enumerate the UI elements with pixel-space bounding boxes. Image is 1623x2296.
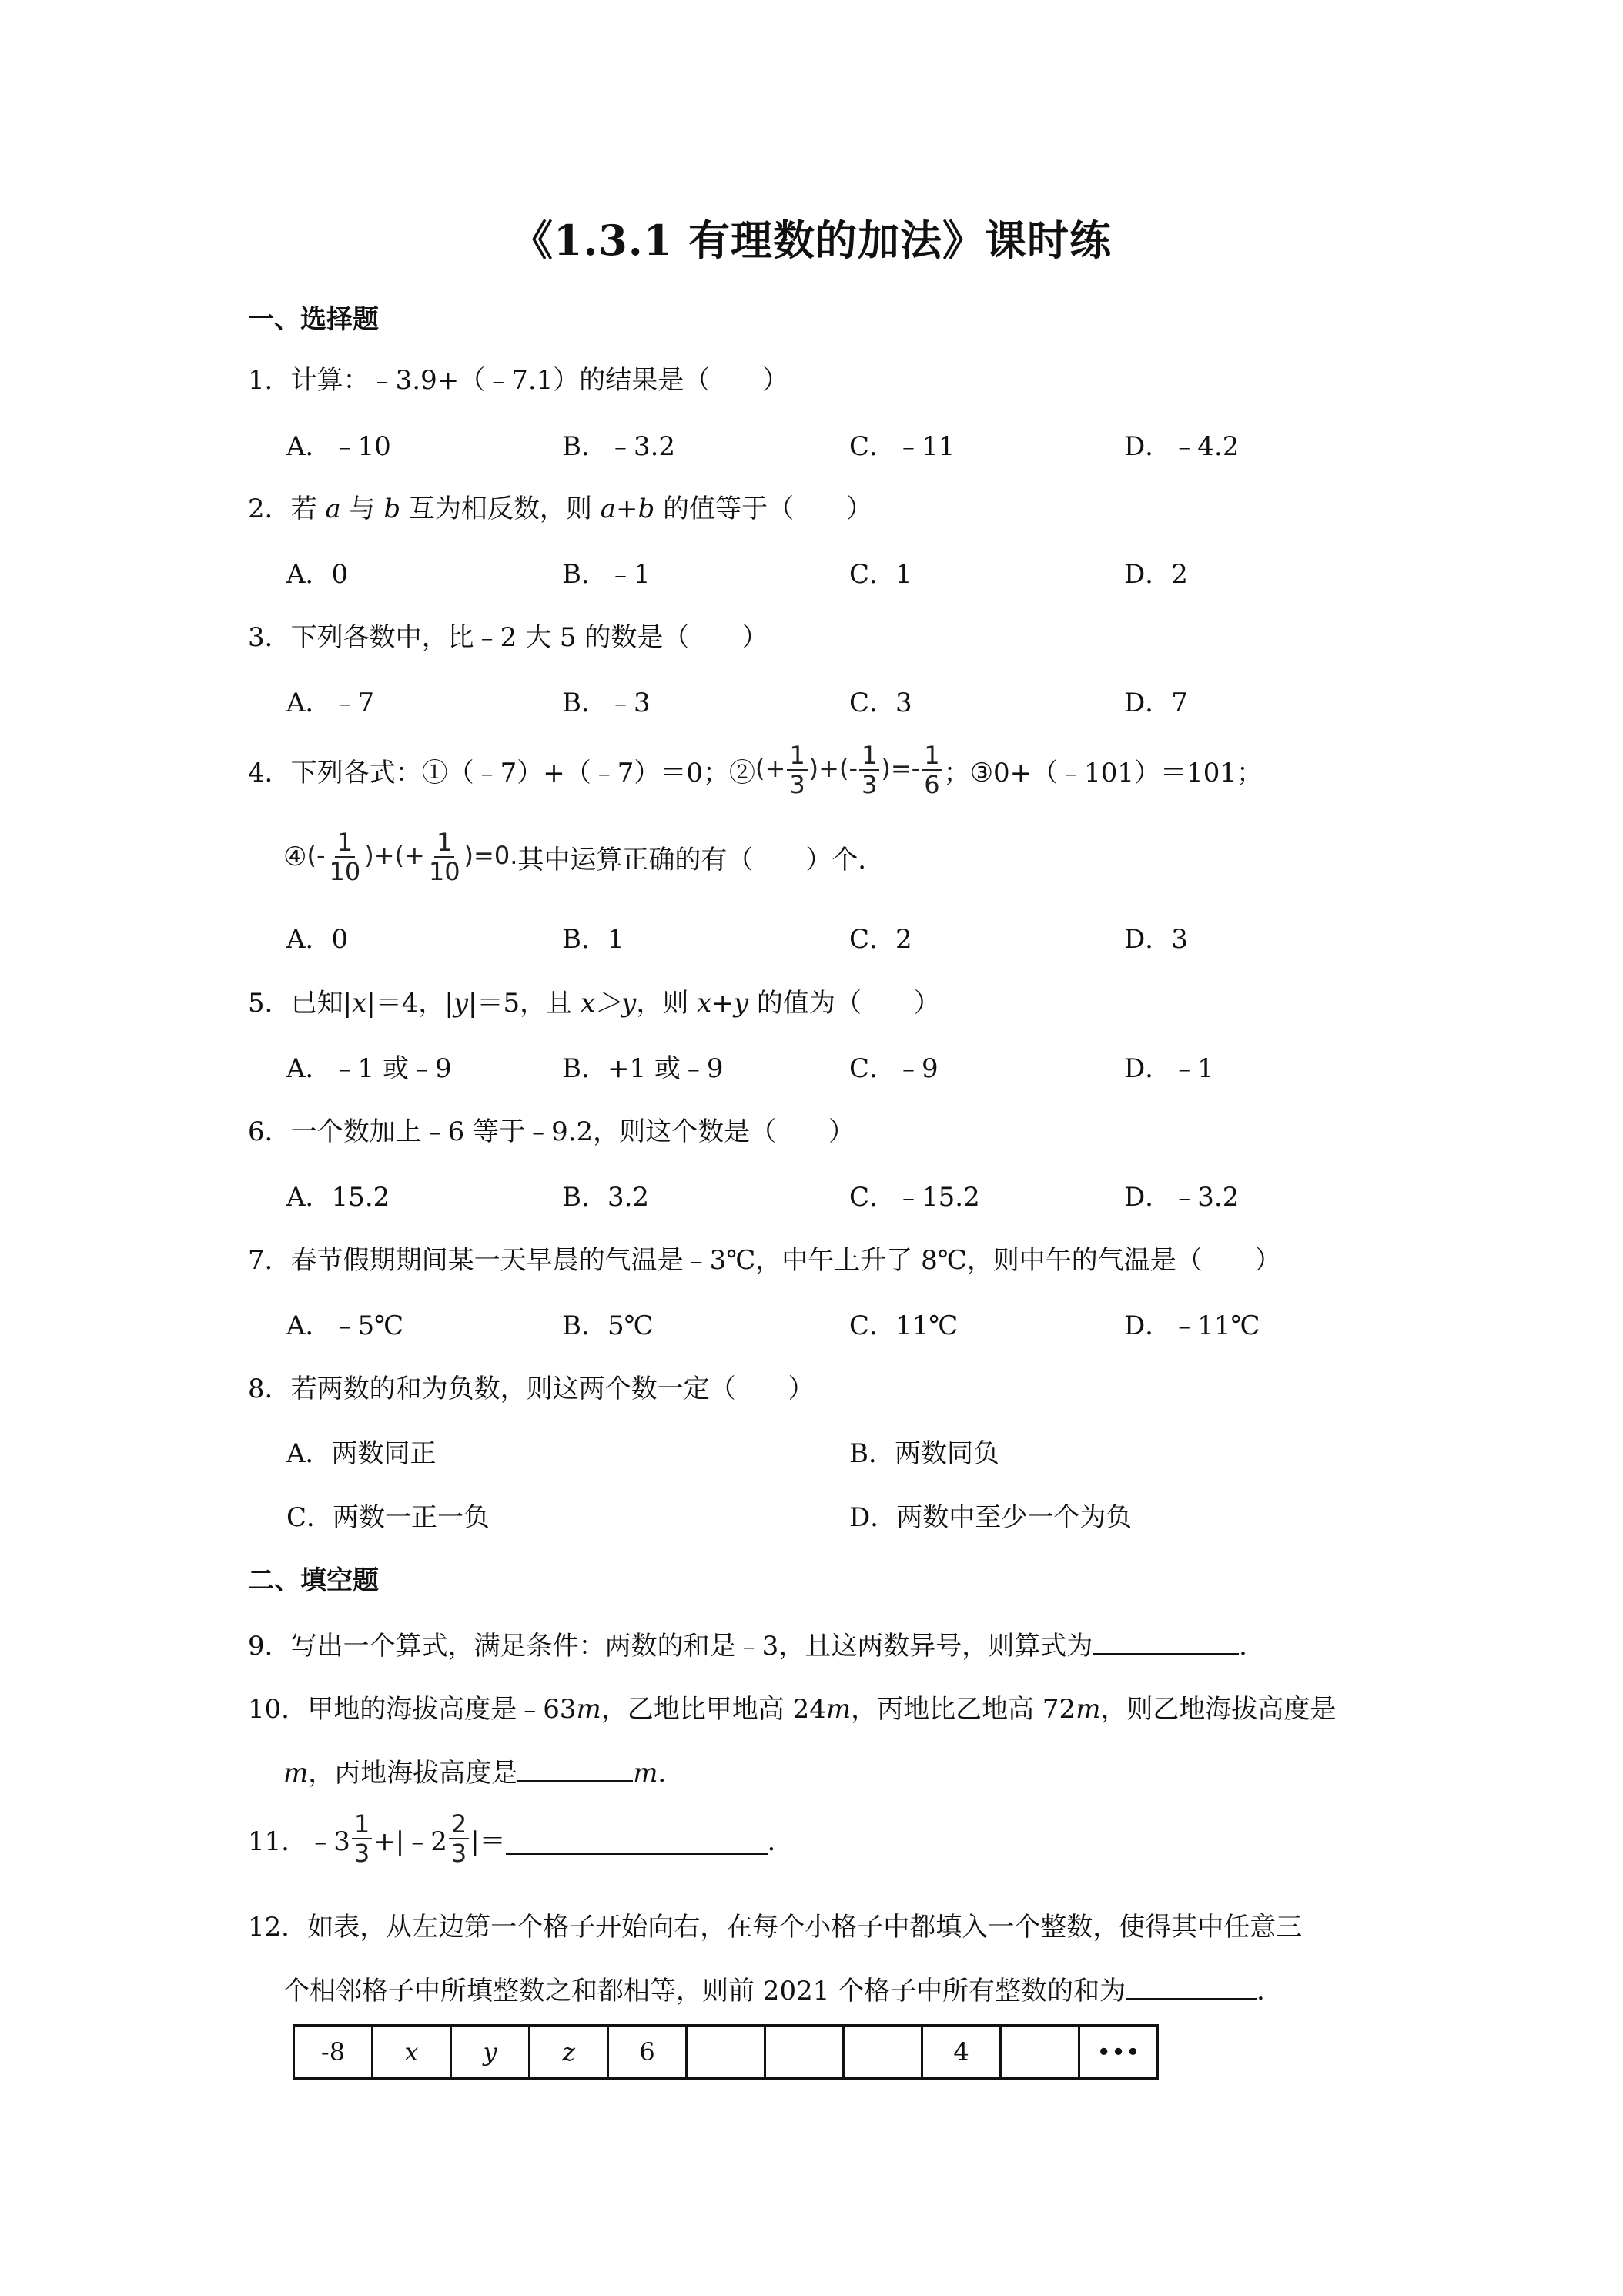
q7-option-c: C．11℃ (849, 1310, 959, 1341)
fraction-expression-4: (- $\frac{1}{10}$ )+(+ $\frac{1}{10}$ )=0. (306, 828, 518, 886)
q1-option-c: C．﹣11 (849, 431, 955, 462)
grid-cell: -8 (294, 2026, 373, 2079)
grid-cell: x (373, 2026, 451, 2079)
q1-option-b: B．﹣3.2 (562, 431, 676, 462)
q8-option-d: D．两数中至少一个为负 (849, 1502, 1133, 1533)
grid-cell-ellipsis: ••• (1079, 2026, 1158, 2079)
grid-cell: z (530, 2026, 608, 2079)
question-11: 11．﹣3 $\frac{1}{3}$ +|﹣2 $\frac{2}{3}$ |＝ ． (248, 1809, 794, 1868)
q4-option-c: C．2 (849, 924, 912, 955)
number-grid-table (293, 2024, 1159, 2080)
q7-option-b: B．5℃ (562, 1310, 654, 1341)
grid-cell (687, 2026, 765, 2079)
question-6: 6．一个数加上﹣6 等于﹣9.2，则这个数是（ ） (248, 1116, 855, 1147)
question-2: 2．若 a 与 b 互为相反数，则 a+b 的值等于（ ） (248, 494, 873, 524)
answer-blank[interactable] (506, 1830, 768, 1855)
q2-option-b: B．﹣1 (562, 559, 651, 590)
q1-option-a: A．﹣10 (286, 431, 391, 462)
q6-option-a: A．15.2 (286, 1182, 390, 1213)
q7-option-d: D．﹣11℃ (1124, 1310, 1260, 1341)
q6-option-d: D．﹣3.2 (1124, 1182, 1240, 1213)
q3-option-b: B．﹣3 (562, 688, 651, 718)
q8-option-c: C．两数一正一负 (286, 1502, 490, 1533)
answer-blank[interactable] (1093, 1630, 1239, 1655)
q5-option-a: A．﹣1 或﹣9 (286, 1053, 452, 1084)
q2-option-d: D．2 (1124, 559, 1188, 590)
q4-option-b: B．1 (562, 924, 624, 955)
grid-cell (844, 2026, 922, 2079)
answer-blank[interactable] (517, 1757, 633, 1782)
question-1: 1．计算：﹣3.9+（﹣7.1）的结果是（ ） (248, 365, 789, 396)
question-7: 7．春节假期期间某一天早晨的气温是﹣3℃，中午上升了 8℃，则中午的气温是（ ） (248, 1245, 1281, 1276)
question-3: 3．下列各数中，比﹣2 大 5 的数是（ ） (248, 622, 768, 653)
grid-cell (765, 2026, 844, 2079)
question-4-line-1: 4．下列各式：①（﹣7）+（﹣7）＝0；② (+ $\frac{1}{3}$ )+(- $\frac{1}{3}$ )=- $\frac{1}{6}$ ； ③0+（﹣101）＝101； (248, 741, 1263, 799)
q4-option-d: D．3 (1124, 924, 1188, 955)
fraction-expression-2: (+ $\frac{1}{3}$ )+(- $\frac{1}{3}$ )=- $\frac{1}{6}$ (755, 743, 944, 797)
grid-cell: 6 (608, 2026, 687, 2079)
q3-option-a: A．﹣7 (286, 688, 375, 718)
q7-option-a: A．﹣5℃ (286, 1310, 404, 1341)
q1-option-d: D．﹣4.2 (1124, 431, 1240, 462)
question-9: 9．写出一个算式，满足条件：两数的和是﹣3，且这两数异号，则算式为 ． (248, 1631, 1266, 1662)
q5-option-d: D．﹣1 (1124, 1053, 1214, 1084)
question-8: 8．若两数的和为负数，则这两个数一定（ ） (248, 1374, 815, 1404)
q5-option-c: C．﹣9 (849, 1053, 939, 1084)
grid-cell (1001, 2026, 1079, 2079)
q8-option-b: B．两数同负 (849, 1438, 999, 1469)
answer-blank[interactable] (1126, 1975, 1257, 2000)
question-10-line-2: m，丙地海拔高度是 m． (283, 1758, 684, 1789)
q8-option-a: A．两数同正 (286, 1438, 437, 1469)
table-row (294, 2026, 1158, 2079)
q6-option-b: B．3.2 (562, 1182, 650, 1213)
question-4-line-2: ④ (- $\frac{1}{10}$ )+(+ $\frac{1}{10}$ )=0. 其中运算正确的有（ ）个． (283, 828, 885, 886)
question-5: 5．已知|x|＝4，|y|＝5，且 x＞y，则 x+y 的值为（ ） (248, 988, 940, 1019)
section-fill-heading: 二、填空题 (248, 1565, 379, 1596)
question-12-line-1: 12．如表，从左边第一个格子开始向右，在每个小格子中都填入一个整数，使得其中任意三 (248, 1912, 1303, 1943)
page-title: 《1.3.1 有理数的加法》课时练 (510, 216, 1113, 265)
q4-option-a: A．0 (286, 924, 349, 955)
grid-cell: y (451, 2026, 530, 2079)
question-10-line-1: 10．甲地的海拔高度是﹣63m，乙地比甲地高 24m，丙地比乙地高 72m，则乙地海拔高度是 (248, 1694, 1337, 1725)
q5-option-b: B．+1 或﹣9 (562, 1053, 724, 1084)
q2-option-c: C．1 (849, 559, 912, 590)
q6-option-c: C．﹣15.2 (849, 1182, 980, 1213)
grid-cell: 4 (922, 2026, 1001, 2079)
q3-option-d: D．7 (1124, 688, 1188, 718)
q3-option-c: C．3 (849, 688, 912, 718)
question-12-line-2: 个相邻格子中所填整数之和都相等，则前 2021 个格子中所有整数的和为 ． (283, 1976, 1283, 2006)
section-choice-heading: 一、选择题 (248, 304, 379, 335)
q2-option-a: A．0 (286, 559, 349, 590)
